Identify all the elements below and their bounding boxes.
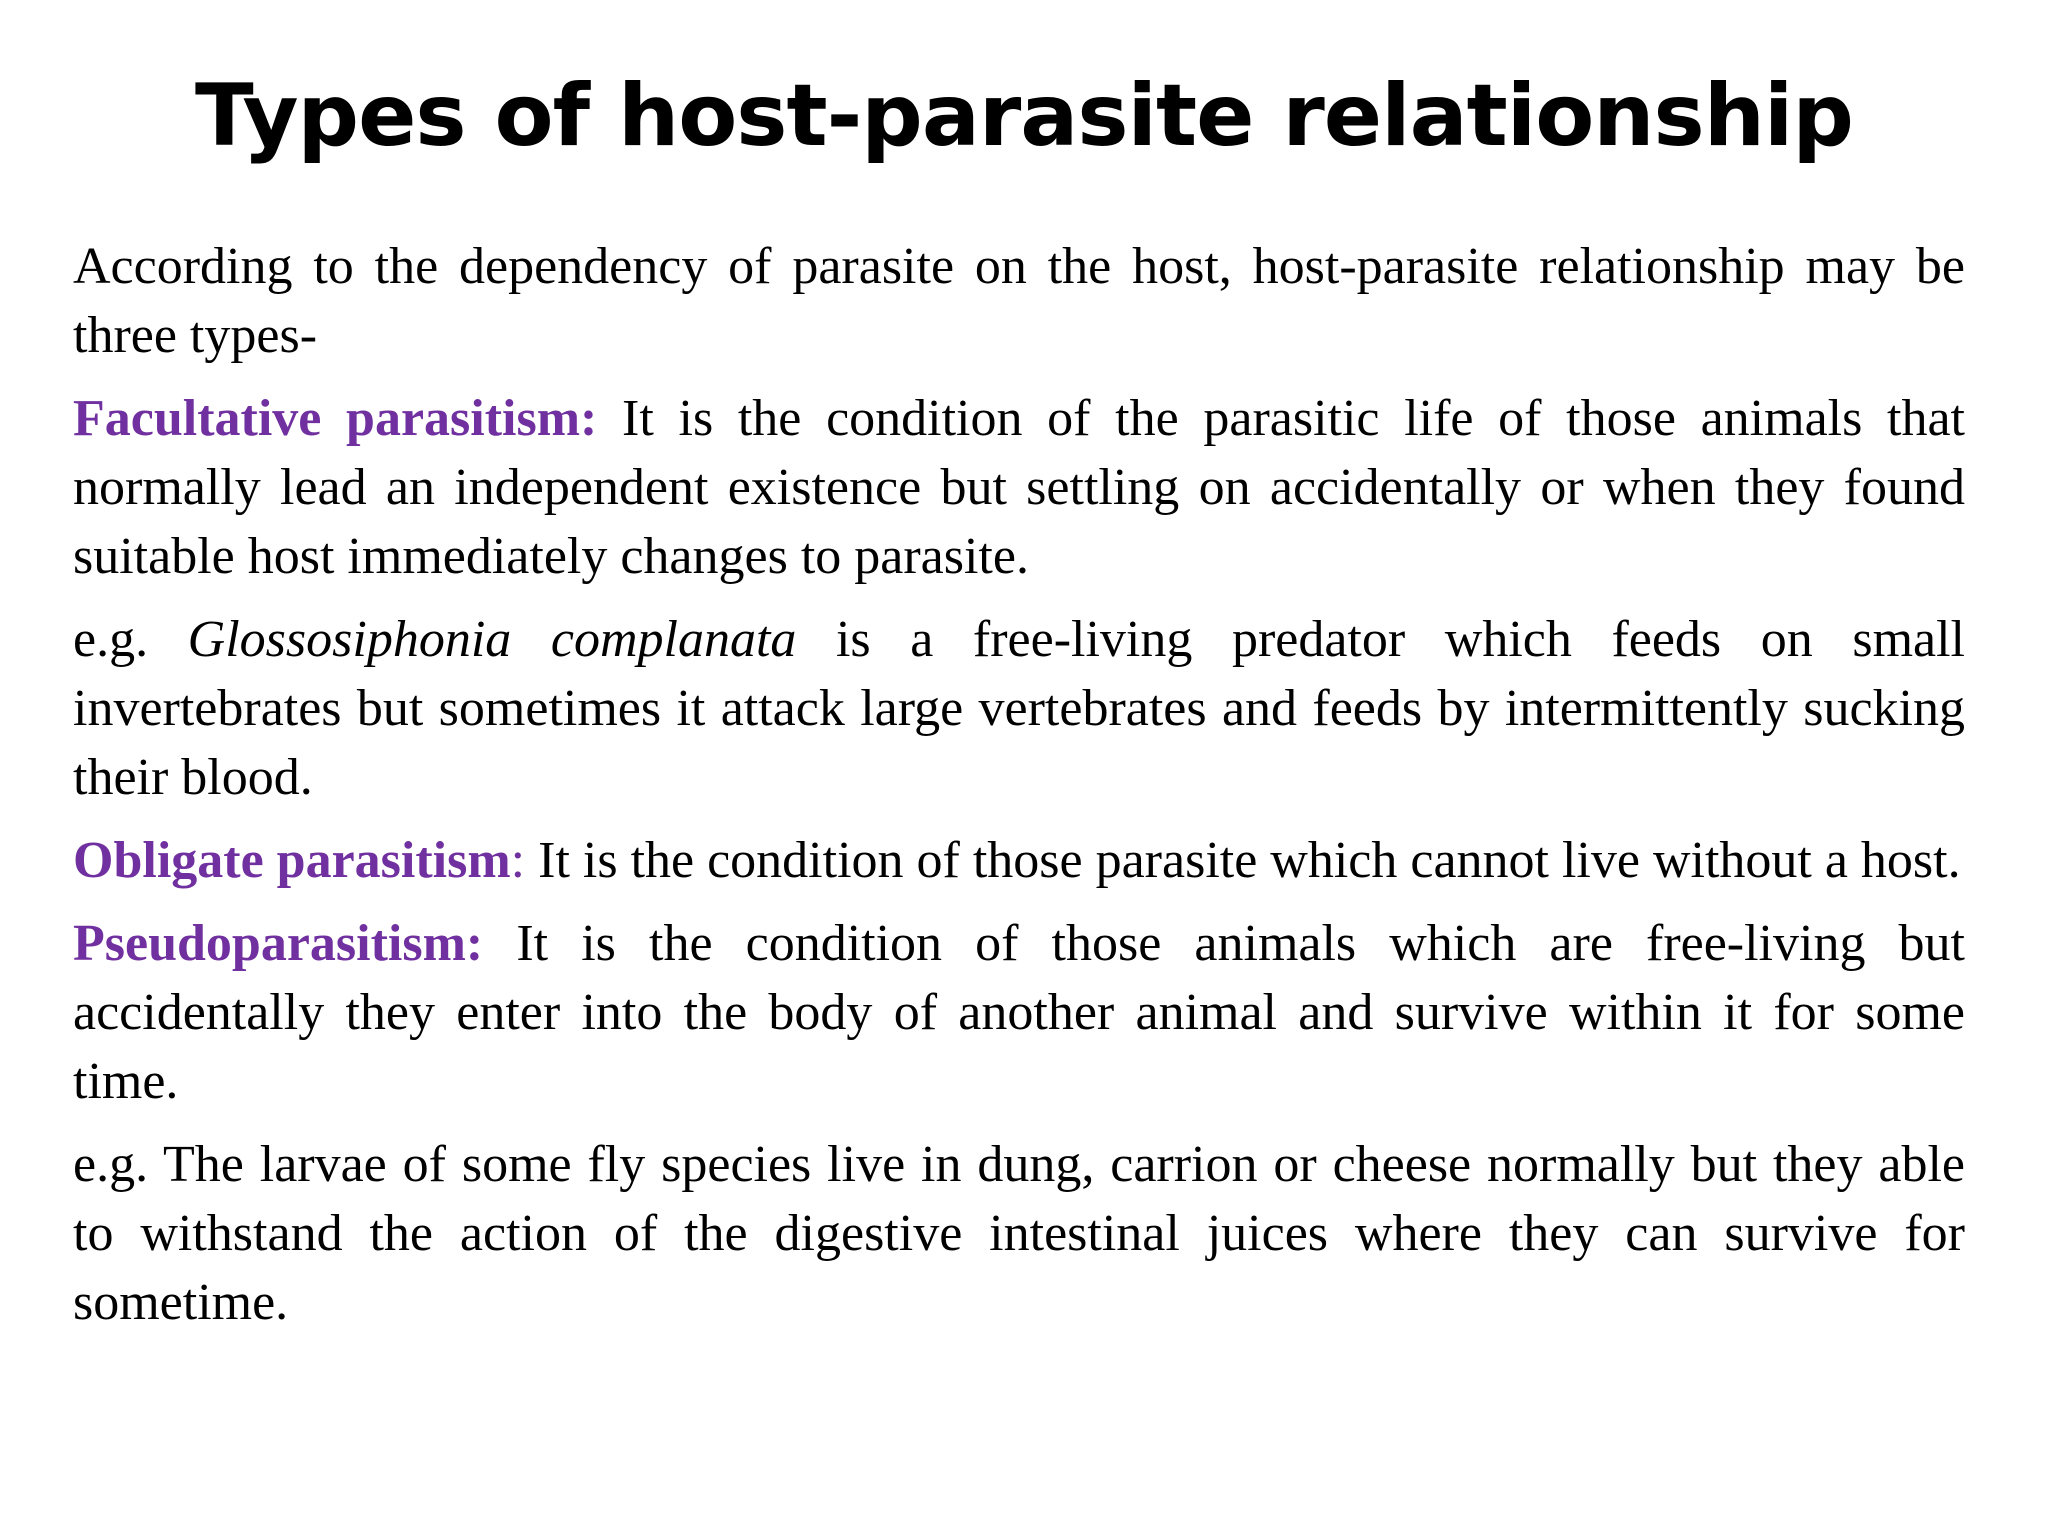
intro-paragraph <box>73 232 1965 370</box>
intro-text: According to the dependency of parasite on the host, host-parasite relationship may be three types- <box>73 238 1965 364</box>
pseudo-term: Pseudoparasitism: <box>73 915 484 972</box>
pseudo-example-text: e.g. The larvae of some fly species live in dung, carrion or cheese normally but they able to withstand the action of the digestive intestinal juices where they can survive for sometime. <box>73 1136 1965 1331</box>
slide-title: Types of host-parasite relationship <box>195 66 1853 166</box>
slide-body <box>73 232 1965 1351</box>
species-name: Glossosiphonia complanata <box>187 611 797 668</box>
facultative-paragraph <box>73 384 1965 591</box>
obligate-term: Obligate parasitism <box>73 832 511 889</box>
facultative-term: Facultative parasitism: <box>73 390 598 447</box>
facultative-example-prefix: e.g. <box>73 611 188 668</box>
facultative-text: It is the condition of the parasitic life of those animals that normally lead an independent existence but settling on accidentally or when they found suitable host immediately changes to parasite. <box>73 390 1965 585</box>
pseudo-text: It is the condition of those animals which are free-living but accidentally they enter into the body of another animal and survive within it for some time. <box>73 915 1965 1110</box>
facultative-example-paragraph <box>73 605 1965 812</box>
obligate-colon: : <box>510 832 526 889</box>
obligate-text: It is the condition of those parasite which cannot live without a host. <box>525 832 1961 889</box>
pseudo-paragraph <box>73 909 1965 1116</box>
obligate-paragraph <box>73 826 1965 895</box>
pseudo-example-paragraph <box>73 1130 1965 1337</box>
facultative-example-text: is a free-living predator which feeds on small invertebrates but sometimes it attack large vertebrates and feeds by intermittently sucking their blood. <box>73 611 1965 806</box>
